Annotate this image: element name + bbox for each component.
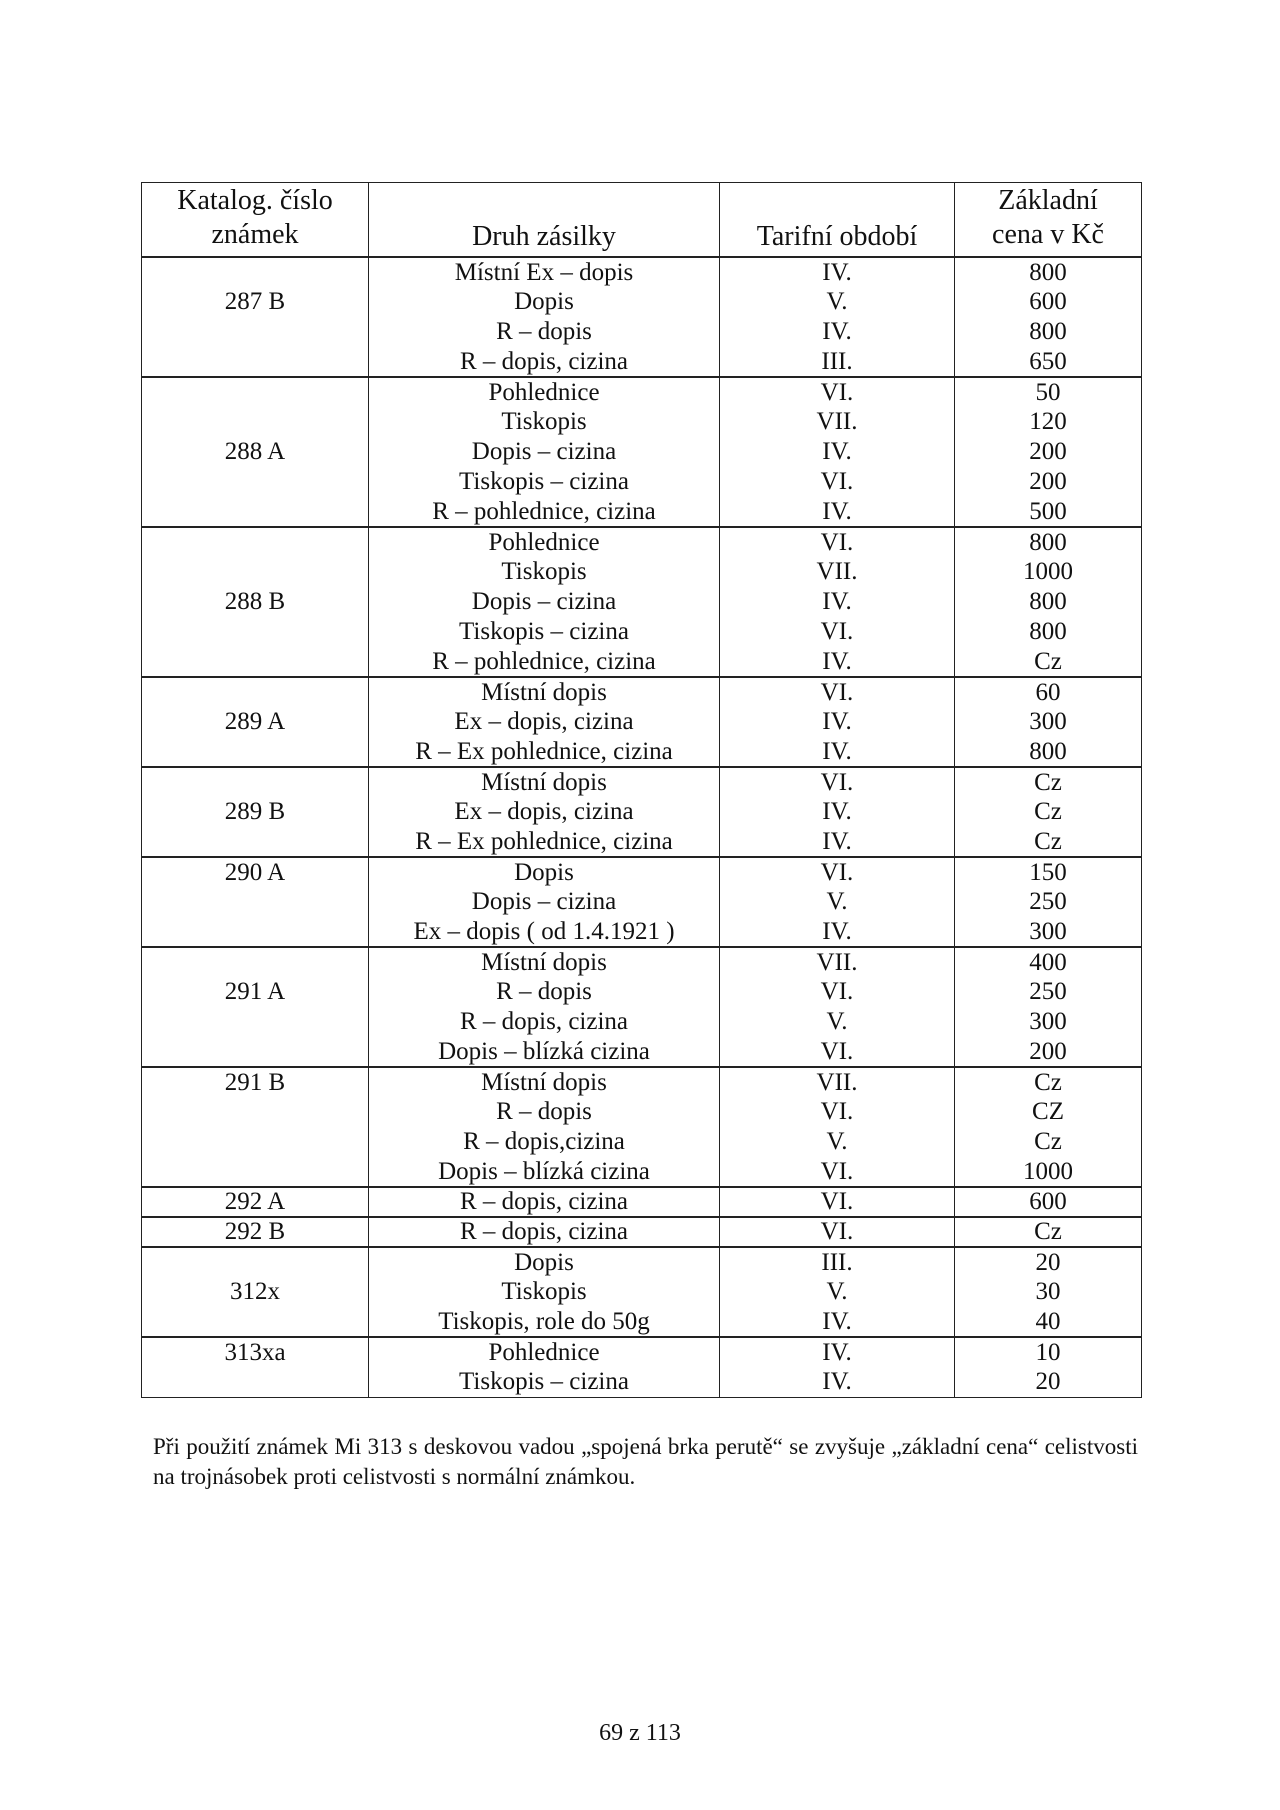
catalog-cell — [142, 1007, 369, 1037]
base-price-cell: 30 — [955, 1277, 1142, 1307]
catalog-cell: 290 A — [142, 857, 369, 887]
header-item-type: Druh zásilky — [369, 183, 720, 258]
base-price-cell: 200 — [955, 437, 1142, 467]
tariff-period-cell: VI. — [720, 1187, 955, 1217]
tariff-period-cell: VI. — [720, 377, 955, 407]
table-row — [142, 1007, 1142, 1037]
table-row — [142, 587, 1142, 617]
item-type-cell: Dopis — [369, 857, 720, 887]
table-row — [142, 527, 1142, 557]
catalog-cell — [142, 407, 369, 437]
table-row — [142, 1367, 1142, 1397]
item-type-cell: Tiskopis — [369, 1277, 720, 1307]
base-price-cell: 60 — [955, 677, 1142, 707]
item-type-cell: Dopis — [369, 1247, 720, 1277]
base-price-cell: 200 — [955, 467, 1142, 497]
base-price-cell: 500 — [955, 497, 1142, 527]
tariff-period-cell: IV. — [720, 827, 955, 857]
item-type-cell: Tiskopis, role do 50g — [369, 1307, 720, 1337]
table-row — [142, 437, 1142, 467]
base-price-cell: 600 — [955, 1187, 1142, 1217]
catalog-cell — [142, 467, 369, 497]
catalog-cell — [142, 1037, 369, 1067]
catalog-cell — [142, 1307, 369, 1337]
table-row — [142, 827, 1142, 857]
stamp-price-table — [141, 182, 1142, 1398]
item-type-cell: R – dopis — [369, 317, 720, 347]
item-type-cell: Místní dopis — [369, 767, 720, 797]
catalog-cell — [142, 947, 369, 977]
tariff-period-cell: VI. — [720, 527, 955, 557]
table-row — [142, 1307, 1142, 1337]
base-price-cell: 400 — [955, 947, 1142, 977]
catalog-cell: 289 A — [142, 707, 369, 737]
tariff-period-cell: IV. — [720, 1307, 955, 1337]
catalog-cell: 289 B — [142, 797, 369, 827]
tariff-period-cell: VII. — [720, 407, 955, 437]
item-type-cell: R – dopis, cizina — [369, 1187, 720, 1217]
table-row — [142, 1277, 1142, 1307]
catalog-cell — [142, 497, 369, 527]
catalog-cell: 292 B — [142, 1217, 369, 1247]
item-type-cell: Tiskopis — [369, 557, 720, 587]
table-row — [142, 947, 1142, 977]
base-price-cell: 800 — [955, 257, 1142, 287]
catalog-cell — [142, 647, 369, 677]
table-row — [142, 677, 1142, 707]
base-price-cell: 300 — [955, 917, 1142, 947]
base-price-cell: CZ — [955, 1097, 1142, 1127]
table-body — [142, 257, 1142, 1397]
item-type-cell: R – pohlednice, cizina — [369, 647, 720, 677]
tariff-period-cell: V. — [720, 887, 955, 917]
catalog-cell — [142, 1097, 369, 1127]
base-price-cell: 50 — [955, 377, 1142, 407]
catalog-cell — [142, 767, 369, 797]
tariff-period-cell: IV. — [720, 257, 955, 287]
footnote: Při použití známek Mi 313 s deskovou vadou „spojená brka perutě“ se zvyšuje „základní cena“ celistvosti na trojnásobek proti celistvosti s normální známkou. — [153, 1434, 1138, 1489]
item-type-cell: R – dopis — [369, 1097, 720, 1127]
base-price-cell: 250 — [955, 977, 1142, 1007]
catalog-cell — [142, 1157, 369, 1187]
item-type-cell: Místní dopis — [369, 947, 720, 977]
catalog-cell — [142, 527, 369, 557]
tariff-period-cell: IV. — [720, 707, 955, 737]
base-price-cell: 1000 — [955, 557, 1142, 587]
base-price-cell: 20 — [955, 1247, 1142, 1277]
table-row — [142, 1037, 1142, 1067]
tariff-period-cell: IV. — [720, 437, 955, 467]
item-type-cell: Ex – dopis, cizina — [369, 797, 720, 827]
tariff-period-cell: IV. — [720, 917, 955, 947]
header-catalog-number: Katalog. číslo známek — [142, 183, 369, 258]
tariff-period-cell: III. — [720, 347, 955, 377]
catalog-cell: 313xa — [142, 1337, 369, 1367]
catalog-cell — [142, 377, 369, 407]
table-row — [142, 317, 1142, 347]
base-price-cell: 200 — [955, 1037, 1142, 1067]
catalog-cell — [142, 887, 369, 917]
table-row — [142, 497, 1142, 527]
base-price-cell: Cz — [955, 767, 1142, 797]
base-price-cell: Cz — [955, 647, 1142, 677]
base-price-cell: 300 — [955, 707, 1142, 737]
tariff-period-cell: IV. — [720, 497, 955, 527]
item-type-cell: Tiskopis – cizina — [369, 617, 720, 647]
table-row — [142, 1187, 1142, 1217]
base-price-cell: Cz — [955, 827, 1142, 857]
base-price-cell: 20 — [955, 1367, 1142, 1397]
base-price-cell: Cz — [955, 1127, 1142, 1157]
tariff-period-cell: V. — [720, 1277, 955, 1307]
catalog-cell — [142, 1127, 369, 1157]
tariff-period-cell: V. — [720, 287, 955, 317]
catalog-cell — [142, 677, 369, 707]
item-type-cell: Dopis – cizina — [369, 887, 720, 917]
item-type-cell: Pohlednice — [369, 527, 720, 557]
base-price-cell: 650 — [955, 347, 1142, 377]
item-type-cell: Dopis – blízká cizina — [369, 1037, 720, 1067]
catalog-cell: 288 B — [142, 587, 369, 617]
table-row — [142, 1127, 1142, 1157]
catalog-cell: 292 A — [142, 1187, 369, 1217]
table-row — [142, 767, 1142, 797]
item-type-cell: Dopis – blízká cizina — [369, 1157, 720, 1187]
table-row — [142, 887, 1142, 917]
item-type-cell: Tiskopis — [369, 407, 720, 437]
table-row — [142, 287, 1142, 317]
catalog-cell: 287 B — [142, 287, 369, 317]
tariff-period-cell: VII. — [720, 947, 955, 977]
table-row — [142, 557, 1142, 587]
table-row — [142, 797, 1142, 827]
tariff-period-cell: IV. — [720, 587, 955, 617]
table-row — [142, 617, 1142, 647]
tariff-period-cell: VI. — [720, 977, 955, 1007]
item-type-cell: Dopis – cizina — [369, 587, 720, 617]
item-type-cell: Ex – dopis ( od 1.4.1921 ) — [369, 917, 720, 947]
header-base-price: Základní cena v Kč — [955, 183, 1142, 258]
tariff-period-cell: IV. — [720, 1367, 955, 1397]
catalog-cell — [142, 737, 369, 767]
base-price-cell: 800 — [955, 317, 1142, 347]
tariff-period-cell: III. — [720, 1247, 955, 1277]
tariff-period-cell: IV. — [720, 797, 955, 827]
base-price-cell: 10 — [955, 1337, 1142, 1367]
catalog-cell — [142, 1367, 369, 1397]
tariff-period-cell: VI. — [720, 857, 955, 887]
tariff-period-cell: VII. — [720, 557, 955, 587]
catalog-cell — [142, 257, 369, 287]
table-row — [142, 737, 1142, 767]
table-row — [142, 467, 1142, 497]
base-price-cell: 800 — [955, 527, 1142, 557]
tariff-period-cell: IV. — [720, 647, 955, 677]
item-type-cell: R – Ex pohlednice, cizina — [369, 737, 720, 767]
item-type-cell: Místní dopis — [369, 677, 720, 707]
table-row — [142, 257, 1142, 287]
item-type-cell: Místní Ex – dopis — [369, 257, 720, 287]
tariff-period-cell: V. — [720, 1127, 955, 1157]
table-row — [142, 1067, 1142, 1097]
tariff-period-cell: VI. — [720, 617, 955, 647]
base-price-cell: Cz — [955, 1067, 1142, 1097]
table-row — [142, 1337, 1142, 1367]
catalog-cell — [142, 827, 369, 857]
page-number: 69 z 113 — [599, 1720, 681, 1746]
table-row — [142, 347, 1142, 377]
table-row — [142, 1217, 1142, 1247]
table-row — [142, 1247, 1142, 1277]
tariff-period-cell: IV. — [720, 317, 955, 347]
item-type-cell: R – dopis, cizina — [369, 1007, 720, 1037]
tariff-period-cell: VI. — [720, 1157, 955, 1187]
tariff-period-cell: VI. — [720, 677, 955, 707]
tariff-period-cell: V. — [720, 1007, 955, 1037]
item-type-cell: R – dopis, cizina — [369, 1217, 720, 1247]
base-price-cell: 300 — [955, 1007, 1142, 1037]
table-row — [142, 647, 1142, 677]
table-header-row — [142, 183, 1142, 258]
item-type-cell: Tiskopis – cizina — [369, 467, 720, 497]
item-type-cell: Ex – dopis, cizina — [369, 707, 720, 737]
item-type-cell: R – dopis, cizina — [369, 347, 720, 377]
item-type-cell: Místní dopis — [369, 1067, 720, 1097]
catalog-cell — [142, 347, 369, 377]
base-price-cell: 1000 — [955, 1157, 1142, 1187]
tariff-period-cell: VI. — [720, 467, 955, 497]
item-type-cell: Pohlednice — [369, 1337, 720, 1367]
table-row — [142, 1157, 1142, 1187]
table-row — [142, 857, 1142, 887]
item-type-cell: R – Ex pohlednice, cizina — [369, 827, 720, 857]
item-type-cell: Dopis – cizina — [369, 437, 720, 467]
catalog-cell: 291 A — [142, 977, 369, 1007]
catalog-cell: 312x — [142, 1277, 369, 1307]
tariff-period-cell: VI. — [720, 1217, 955, 1247]
catalog-cell — [142, 317, 369, 347]
tariff-period-cell: IV. — [720, 1337, 955, 1367]
catalog-cell — [142, 917, 369, 947]
item-type-cell: R – dopis — [369, 977, 720, 1007]
base-price-cell: 250 — [955, 887, 1142, 917]
catalog-cell — [142, 1247, 369, 1277]
catalog-cell: 291 B — [142, 1067, 369, 1097]
base-price-cell: 600 — [955, 287, 1142, 317]
tariff-period-cell: VI. — [720, 1037, 955, 1067]
catalog-cell — [142, 557, 369, 587]
header-tariff-period: Tarifní období — [720, 183, 955, 258]
base-price-cell: Cz — [955, 1217, 1142, 1247]
base-price-cell: 150 — [955, 857, 1142, 887]
item-type-cell: R – dopis,cizina — [369, 1127, 720, 1157]
base-price-cell: 800 — [955, 617, 1142, 647]
item-type-cell: Pohlednice — [369, 377, 720, 407]
base-price-cell: 800 — [955, 737, 1142, 767]
tariff-period-cell: VI. — [720, 767, 955, 797]
table-row — [142, 977, 1142, 1007]
tariff-period-cell: VI. — [720, 1097, 955, 1127]
base-price-cell: 40 — [955, 1307, 1142, 1337]
table-row — [142, 377, 1142, 407]
table-row — [142, 407, 1142, 437]
tariff-period-cell: VII. — [720, 1067, 955, 1097]
base-price-cell: Cz — [955, 797, 1142, 827]
catalog-cell: 288 A — [142, 437, 369, 467]
item-type-cell: R – pohlednice, cizina — [369, 497, 720, 527]
item-type-cell: Dopis — [369, 287, 720, 317]
table-row — [142, 707, 1142, 737]
tariff-period-cell: IV. — [720, 737, 955, 767]
table-row — [142, 917, 1142, 947]
base-price-cell: 120 — [955, 407, 1142, 437]
table-row — [142, 1097, 1142, 1127]
base-price-cell: 800 — [955, 587, 1142, 617]
catalog-cell — [142, 617, 369, 647]
item-type-cell: Tiskopis – cizina — [369, 1367, 720, 1397]
